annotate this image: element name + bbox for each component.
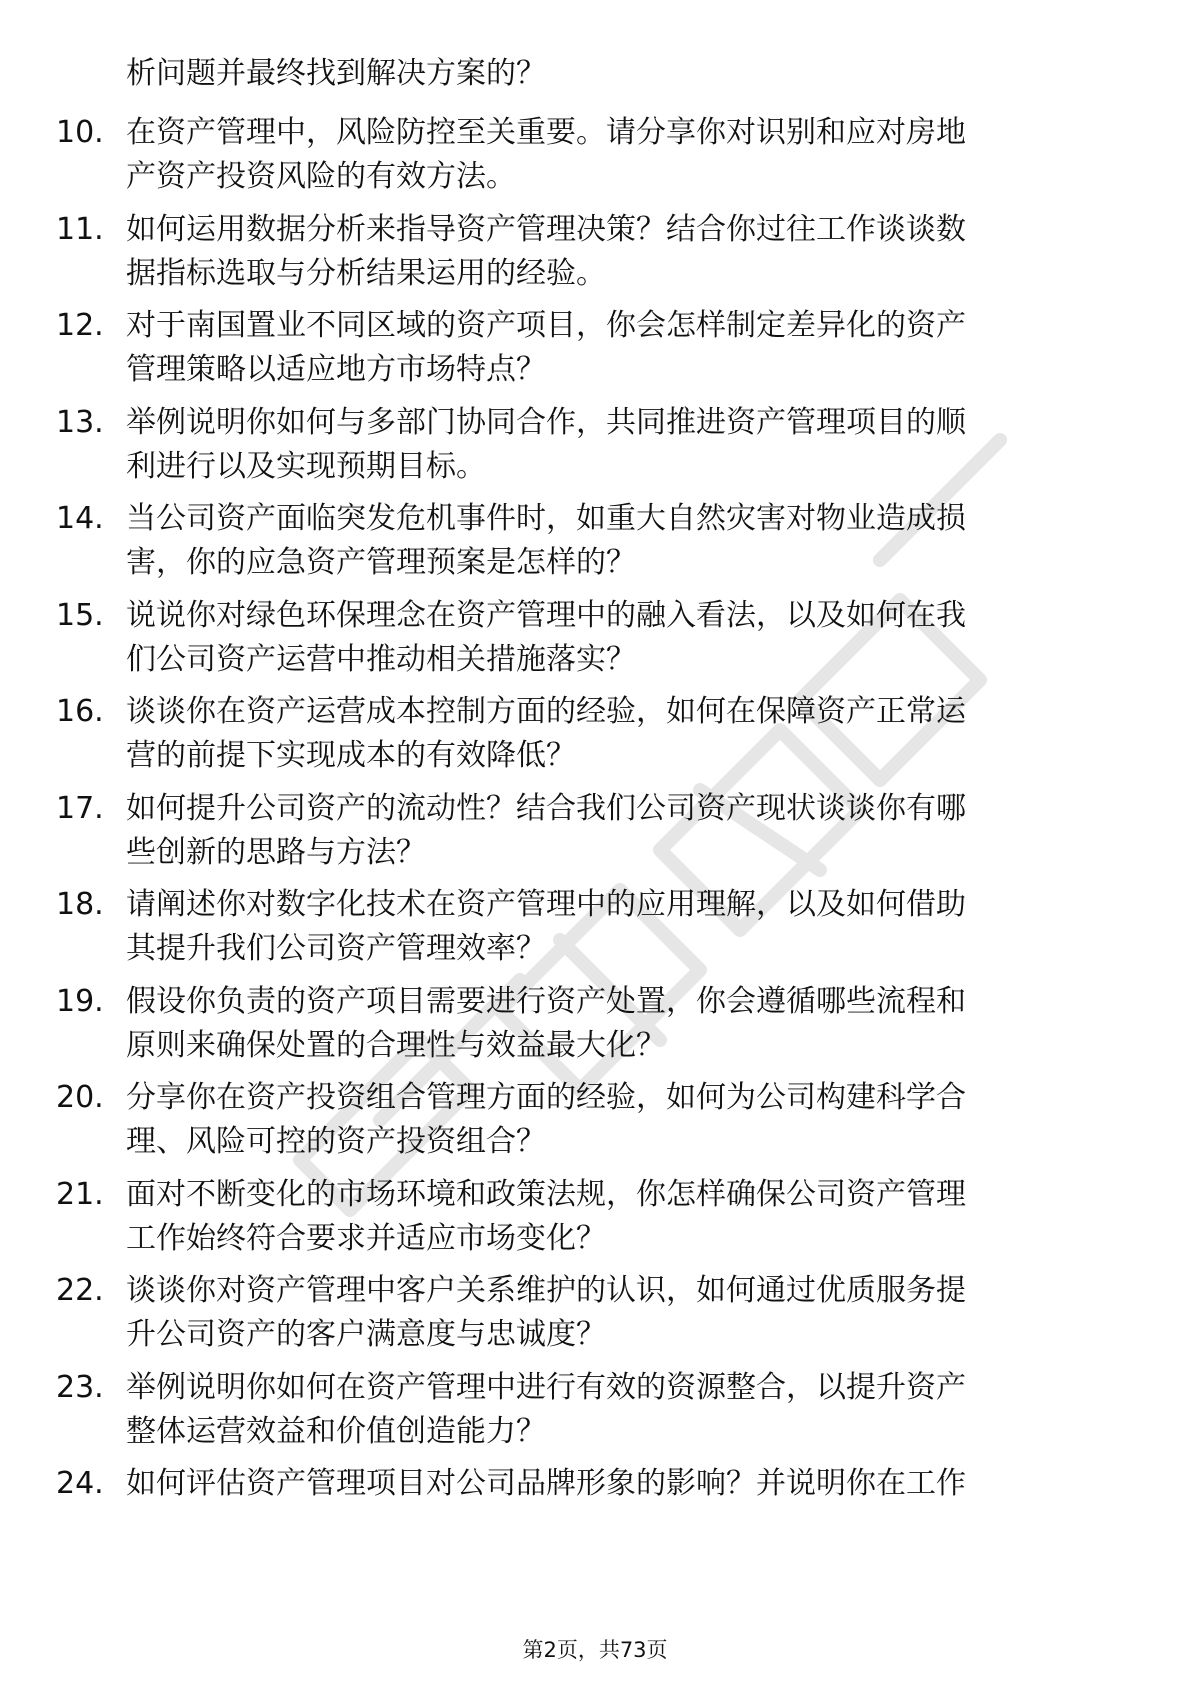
item-text-line: 谈谈你对资产管理中客户关系维护的认识，如何通过优质服务提 [126, 1273, 966, 1308]
item-text-line: 面对不断变化的市场环境和政策法规，你怎样确保公司资产管理 [126, 1177, 966, 1212]
item-text-line: 如何提升公司资产的流动性？结合我们公司资产现状谈谈你有哪 [126, 791, 966, 826]
item-number: 24. [56, 1466, 104, 1501]
item-text-line: 请阐述你对数字化技术在资产管理中的应用理解，以及如何借助 [126, 887, 966, 922]
item-text-line: 在资产管理中，风险防控至关重要。请分享你对识别和应对房地 [126, 115, 966, 150]
item-text-line: 举例说明你如何与多部门协同合作，共同推进资产管理项目的顺 [126, 405, 966, 440]
item-text-line: 管理策略以适应地方市场特点？ [126, 352, 546, 387]
item-number: 19. [56, 984, 104, 1019]
item-number: 13. [56, 405, 104, 440]
item-text-line: 分享你在资产投资组合管理方面的经验，如何为公司构建科学合 [126, 1080, 966, 1115]
item-text-line: 谈谈你在资产运营成本控制方面的经验，如何在保障资产正常运 [126, 694, 966, 729]
item-text-line: 产资产投资风险的有效方法。 [126, 159, 516, 194]
item-number: 22. [56, 1273, 104, 1308]
item-text-line: 工作始终符合要求并适应市场变化？ [126, 1221, 606, 1256]
item-text-line: 营的前提下实现成本的有效降低？ [126, 738, 576, 773]
item-text-line: 据指标选取与分析结果运用的经验。 [126, 256, 606, 291]
item-number: 11. [56, 212, 104, 247]
item-text-line: 对于南国置业不同区域的资产项目，你会怎样制定差异化的资产 [126, 308, 966, 343]
item-number: 14. [56, 501, 104, 536]
item-number: 10. [56, 115, 104, 150]
item-text-line: 如何运用数据分析来指导资产管理决策？结合你过往工作谈谈数 [126, 212, 966, 247]
item-text-line: 整体运营效益和价值创造能力？ [126, 1414, 546, 1449]
item-number: 18. [56, 887, 104, 922]
item-text-line: 升公司资产的客户满意度与忠诚度？ [126, 1317, 606, 1352]
item-number: 20. [56, 1080, 104, 1115]
item-text-line: 假设你负责的资产项目需要进行资产处置，你会遵循哪些流程和 [126, 984, 966, 1019]
item-text-line: 害，你的应急资产管理预案是怎样的？ [126, 545, 636, 580]
item-text-line: 当公司资产面临突发危机事件时，如重大自然灾害对物业造成损 [126, 501, 966, 536]
item-number: 23. [56, 1370, 104, 1405]
item-text-line: 举例说明你如何在资产管理中进行有效的资源整合，以提升资产 [126, 1370, 966, 1405]
item-text-line: 如何评估资产管理项目对公司品牌形象的影响？并说明你在工作 [126, 1466, 966, 1501]
continuation-text: 析问题并最终找到解决方案的？ [126, 56, 546, 91]
item-number: 15. [56, 598, 104, 633]
item-number: 16. [56, 694, 104, 729]
item-text-line: 理、风险可控的资产投资组合？ [126, 1124, 546, 1159]
item-number: 17. [56, 791, 104, 826]
page-footer: 第2页，共73页 [522, 1638, 668, 1662]
item-text-line: 说说你对绿色环保理念在资产管理中的融入看法，以及如何在我 [126, 598, 966, 633]
item-number: 21. [56, 1177, 104, 1212]
item-text-line: 利进行以及实现预期目标。 [126, 449, 486, 484]
item-text-line: 其提升我们公司资产管理效率？ [126, 931, 546, 966]
item-text-line: 些创新的思路与方法？ [126, 835, 426, 870]
item-text-line: 原则来确保处置的合理性与效益最大化？ [126, 1028, 666, 1063]
item-number: 12. [56, 308, 104, 343]
item-text-line: 们公司资产运营中推动相关措施落实？ [126, 642, 636, 677]
